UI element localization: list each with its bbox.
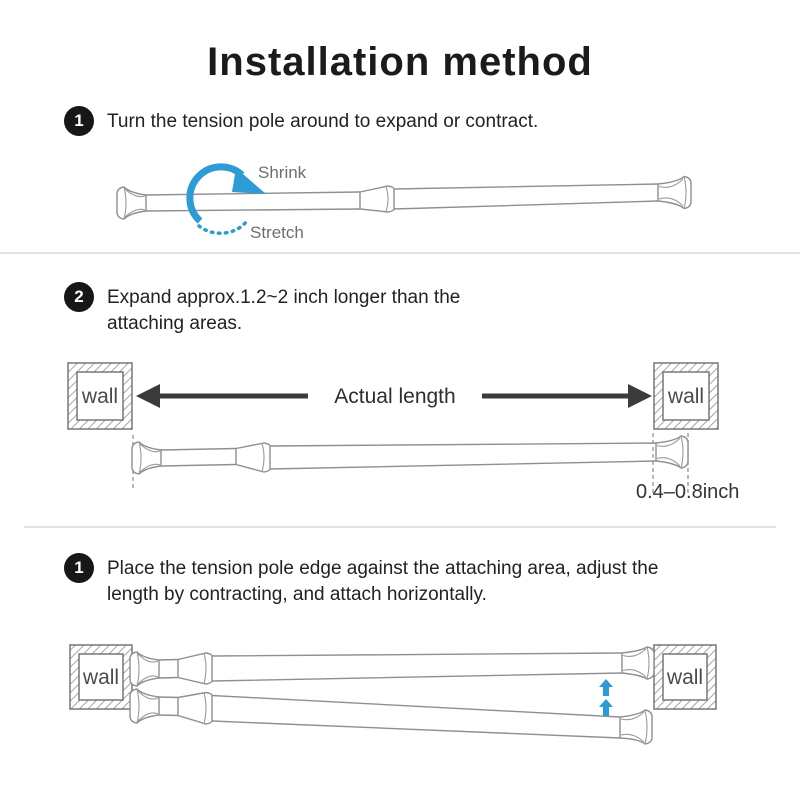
step-2-text: Expand approx.1.2~2 inch longer than the attaching areas. <box>107 287 461 335</box>
wall-left-label: wall <box>82 666 120 689</box>
pole-thin-tube <box>146 192 360 211</box>
step-1-header <box>64 106 538 136</box>
step-2-diagram-actual-length <box>0 355 800 505</box>
section-divider-2 <box>24 526 776 528</box>
raise-up-arrows-icon <box>599 679 613 716</box>
pole-right-cap <box>658 177 691 209</box>
step-3-badge: 1 <box>64 553 94 583</box>
wall-right-label: wall <box>666 666 704 689</box>
step-3-diagram-attach-pole <box>0 635 800 795</box>
page-title: Installation method <box>207 40 593 84</box>
step-3-text: Place the tension pole edge against the attaching area, adjust the length by contracting, and attach horizontally. <box>107 558 659 606</box>
stretch-label: Stretch <box>250 223 304 242</box>
pole-wide-tube <box>394 184 658 209</box>
actual-length-arrow <box>136 384 652 408</box>
shrink-label: Shrink <box>258 163 307 182</box>
section-divider-1 <box>0 252 800 254</box>
pole-connector <box>360 186 394 212</box>
step-1-text: Turn the tension pole around to expand or contract. <box>107 111 539 132</box>
step-1-badge: 1 <box>64 106 94 136</box>
step-2-header <box>64 282 537 337</box>
wall-right-block <box>654 363 718 429</box>
wall-right-block <box>654 645 716 709</box>
overhang-dashed-lines <box>133 433 688 495</box>
tension-pole <box>132 436 688 474</box>
actual-length-label: Actual length <box>334 385 456 408</box>
step-1-diagram-rotate-pole <box>0 148 800 260</box>
step-2-badge: 2 <box>64 282 94 312</box>
pole-tilted <box>130 689 652 744</box>
step-3-header <box>64 553 707 608</box>
pole-installed <box>130 647 654 686</box>
wall-right-label: wall <box>667 385 705 408</box>
wall-left-label: wall <box>81 385 119 408</box>
wall-left-block <box>68 363 132 429</box>
pole-left-cap <box>117 187 146 219</box>
overhang-measurement-label: 0.4–0.8inch <box>636 481 740 503</box>
wall-left-block <box>70 645 132 709</box>
